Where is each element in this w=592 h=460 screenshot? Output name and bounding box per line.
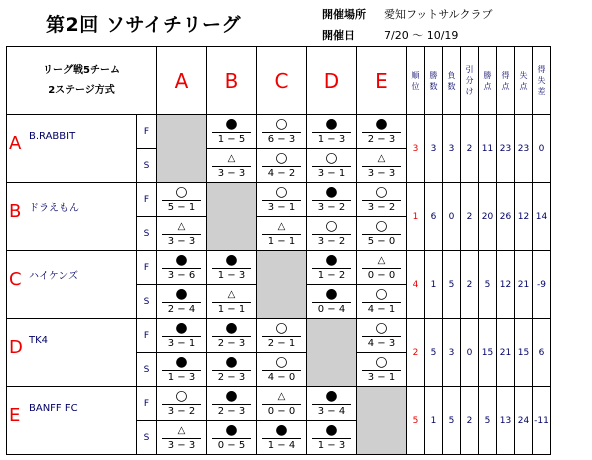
- result-win-icon: ●: [225, 252, 238, 268]
- stage-label: S: [137, 421, 157, 455]
- header-row: [7, 47, 551, 115]
- match-cell: [257, 387, 307, 421]
- date-value: 7/20 〜 10/19: [384, 29, 459, 42]
- match-cell: [307, 285, 357, 319]
- match-cell: [257, 353, 307, 387]
- stat-header: [443, 47, 461, 115]
- stat-points: 20: [479, 183, 497, 251]
- result-win-icon: ●: [225, 116, 238, 132]
- match-score: 1 − 3: [212, 268, 251, 282]
- stat-header-char: 引: [465, 65, 474, 74]
- match-cell: [357, 149, 407, 183]
- self-match-cell: [157, 115, 207, 183]
- result-win-icon: ●: [325, 116, 338, 132]
- stat-header-char: 点: [519, 81, 528, 91]
- stat-draw: 2: [461, 183, 479, 251]
- format-line-2: 2ステージ方式: [48, 84, 115, 96]
- match-score: 2 − 3: [212, 404, 251, 418]
- match-cell: [307, 183, 357, 217]
- result-loss-icon: ○: [175, 184, 188, 200]
- result-draw-icon: △: [227, 289, 236, 300]
- match-cell: [157, 183, 207, 217]
- result-win-icon: ●: [175, 286, 188, 302]
- team-cell: [7, 115, 137, 183]
- stat-header: [407, 47, 425, 115]
- match-score: 4 − 1: [362, 302, 401, 316]
- page-title: 第2回 ソサイチリーグ: [46, 14, 242, 36]
- match-score: 3 − 1: [262, 200, 301, 214]
- team-letter: D: [9, 337, 23, 358]
- match-cell: [207, 353, 257, 387]
- match-score: 5 − 0: [362, 234, 401, 248]
- match-cell: [357, 251, 407, 285]
- match-cell: [307, 421, 357, 455]
- stat-points: 5: [479, 251, 497, 319]
- match-score: 0 − 0: [262, 404, 301, 418]
- stage-label: F: [137, 183, 157, 217]
- result-draw-icon: △: [177, 221, 186, 232]
- match-score: 1 − 4: [262, 438, 301, 452]
- match-cell: [357, 183, 407, 217]
- match-cell: [307, 217, 357, 251]
- match-score: 3 − 6: [162, 268, 201, 282]
- match-score: 2 − 3: [212, 370, 251, 384]
- stat-ga: 24: [515, 387, 533, 455]
- result-loss-icon: ○: [325, 218, 338, 234]
- stat-header-char: 失: [537, 76, 546, 85]
- stat-header-char: 勝: [429, 70, 438, 80]
- date-label: 開催日: [322, 29, 355, 42]
- stat-header-char: 数: [447, 81, 456, 91]
- result-win-icon: ●: [275, 422, 288, 438]
- stat-ga: 15: [515, 319, 533, 387]
- result-loss-icon: ○: [275, 150, 288, 166]
- stat-header-char: 得: [537, 65, 546, 74]
- stat-points: 5: [479, 387, 497, 455]
- match-score: 1 − 3: [162, 370, 201, 384]
- stat-draw: 0: [461, 319, 479, 387]
- match-score: 1 − 1: [212, 302, 251, 316]
- stat-gf: 21: [497, 319, 515, 387]
- result-draw-icon: △: [227, 153, 236, 164]
- stat-ga: 12: [515, 183, 533, 251]
- match-score: 3 − 2: [162, 404, 201, 418]
- result-loss-icon: ○: [275, 184, 288, 200]
- match-score: 2 − 3: [212, 336, 251, 350]
- result-loss-icon: ○: [375, 354, 388, 370]
- match-cell: [307, 251, 357, 285]
- match-score: 2 − 3: [362, 132, 401, 146]
- stat-gd: 14: [533, 183, 551, 251]
- match-score: 3 − 1: [162, 336, 201, 350]
- match-score: 4 − 3: [362, 336, 401, 350]
- stat-rank: 1: [407, 183, 425, 251]
- match-cell: [357, 217, 407, 251]
- result-win-icon: ●: [225, 422, 238, 438]
- match-score: 0 − 0: [362, 268, 401, 282]
- stat-header-char: 位: [411, 81, 420, 91]
- stat-header: [515, 47, 533, 115]
- match-score: 1 − 3: [312, 438, 351, 452]
- match-score: 1 − 3: [312, 132, 351, 146]
- team-row-first: [7, 387, 551, 421]
- result-win-icon: ●: [375, 116, 388, 132]
- stat-header-char: 数: [429, 81, 438, 91]
- team-row-first: [7, 319, 551, 353]
- match-cell: [307, 149, 357, 183]
- match-score: 4 − 2: [262, 166, 301, 180]
- match-cell: [357, 319, 407, 353]
- column-header-a: A: [157, 47, 207, 115]
- self-match-cell: [207, 183, 257, 251]
- match-score: 3 − 1: [312, 166, 351, 180]
- stat-header: [533, 47, 551, 115]
- team-row-first: [7, 115, 551, 149]
- result-draw-icon: △: [277, 391, 286, 402]
- match-cell: [157, 217, 207, 251]
- result-draw-icon: △: [377, 153, 386, 164]
- match-score: 3 − 3: [162, 438, 201, 452]
- stat-gd: -11: [533, 387, 551, 455]
- stat-header: [479, 47, 497, 115]
- match-cell: [357, 353, 407, 387]
- match-cell: [257, 149, 307, 183]
- stat-gf: 23: [497, 115, 515, 183]
- stat-gd: 6: [533, 319, 551, 387]
- league-format-header: [7, 47, 157, 115]
- match-cell: [207, 387, 257, 421]
- stat-win: 5: [425, 319, 443, 387]
- result-win-icon: ●: [225, 388, 238, 404]
- match-score: 0 − 5: [212, 438, 251, 452]
- match-score: 1 − 2: [312, 268, 351, 282]
- stat-header-char: 勝: [483, 70, 492, 80]
- stat-draw: 2: [461, 115, 479, 183]
- stat-win: 1: [425, 251, 443, 319]
- result-win-icon: ●: [175, 354, 188, 370]
- match-cell: [307, 115, 357, 149]
- stat-gd: 0: [533, 115, 551, 183]
- match-score: 4 − 0: [262, 370, 301, 384]
- team-row-first: [7, 251, 551, 285]
- match-score: 1 − 5: [212, 132, 251, 146]
- stat-loss: 0: [443, 183, 461, 251]
- match-cell: [157, 285, 207, 319]
- stat-points: 11: [479, 115, 497, 183]
- match-score: 3 − 3: [162, 234, 201, 248]
- self-match-cell: [307, 319, 357, 387]
- stat-gf: 12: [497, 251, 515, 319]
- team-letter: A: [9, 133, 22, 154]
- stat-win: 3: [425, 115, 443, 183]
- match-score: 2 − 1: [262, 336, 301, 350]
- stat-header-char: 負: [447, 70, 456, 80]
- match-score: 3 − 3: [362, 166, 401, 180]
- match-score: 5 − 1: [162, 200, 201, 214]
- match-cell: [257, 421, 307, 455]
- result-loss-icon: ○: [275, 116, 288, 132]
- result-win-icon: ●: [325, 184, 338, 200]
- team-letter: B: [9, 201, 22, 222]
- result-loss-icon: ○: [175, 388, 188, 404]
- team-name: TK4: [29, 335, 49, 346]
- result-win-icon: ●: [325, 422, 338, 438]
- match-cell: [207, 319, 257, 353]
- venue-info: [322, 6, 492, 22]
- result-draw-icon: △: [277, 221, 286, 232]
- match-cell: [307, 387, 357, 421]
- result-win-icon: ●: [175, 252, 188, 268]
- stat-points: 15: [479, 319, 497, 387]
- result-loss-icon: ○: [375, 320, 388, 336]
- stat-gf: 13: [497, 387, 515, 455]
- league-table: [6, 46, 551, 455]
- stat-gd: -9: [533, 251, 551, 319]
- match-cell: [357, 285, 407, 319]
- stat-rank: 3: [407, 115, 425, 183]
- stage-label: F: [137, 387, 157, 421]
- column-header-b: B: [207, 47, 257, 115]
- stat-header-char: 差: [537, 87, 546, 96]
- stat-ga: 21: [515, 251, 533, 319]
- match-cell: [207, 285, 257, 319]
- stat-loss: 5: [443, 251, 461, 319]
- team-letter: E: [9, 405, 21, 426]
- stat-header-char: 失: [519, 70, 528, 80]
- format-line-1: リーグ戦5チーム: [43, 64, 120, 76]
- stat-header: [461, 47, 479, 115]
- self-match-cell: [357, 387, 407, 455]
- team-cell: [7, 319, 137, 387]
- match-cell: [257, 319, 307, 353]
- match-score: 3 − 2: [312, 200, 351, 214]
- stat-draw: 2: [461, 387, 479, 455]
- result-loss-icon: ○: [275, 354, 288, 370]
- stat-header-char: 点: [483, 81, 492, 91]
- match-cell: [257, 217, 307, 251]
- result-draw-icon: △: [377, 255, 386, 266]
- team-cell: [7, 183, 137, 251]
- match-score: 3 − 3: [212, 166, 251, 180]
- match-score: 2 − 4: [162, 302, 201, 316]
- result-win-icon: ●: [325, 286, 338, 302]
- stat-header: [497, 47, 515, 115]
- match-cell: [157, 319, 207, 353]
- match-cell: [207, 149, 257, 183]
- team-cell: [7, 251, 137, 319]
- stat-loss: 3: [443, 319, 461, 387]
- stat-win: 1: [425, 387, 443, 455]
- match-cell: [157, 251, 207, 285]
- column-header-e: E: [357, 47, 407, 115]
- match-cell: [357, 115, 407, 149]
- result-loss-icon: ○: [275, 320, 288, 336]
- stat-loss: 5: [443, 387, 461, 455]
- stage-label: S: [137, 149, 157, 183]
- match-cell: [157, 353, 207, 387]
- result-win-icon: ●: [225, 354, 238, 370]
- result-win-icon: ●: [325, 388, 338, 404]
- date-info: [322, 27, 458, 43]
- match-cell: [207, 115, 257, 149]
- stat-rank: 5: [407, 387, 425, 455]
- team-name: ハイケンズ: [29, 271, 78, 282]
- result-loss-icon: ○: [375, 218, 388, 234]
- stat-win: 6: [425, 183, 443, 251]
- match-score: 6 − 3: [262, 132, 301, 146]
- venue-label: 開催場所: [322, 8, 366, 21]
- result-draw-icon: △: [177, 425, 186, 436]
- stat-ga: 23: [515, 115, 533, 183]
- stat-header-char: 得: [501, 70, 510, 80]
- match-score: 3 − 1: [362, 370, 401, 384]
- match-cell: [157, 421, 207, 455]
- match-cell: [257, 183, 307, 217]
- match-cell: [207, 421, 257, 455]
- stage-label: S: [137, 353, 157, 387]
- stat-header-char: 順: [411, 70, 420, 80]
- stat-rank: 2: [407, 319, 425, 387]
- team-cell: [7, 387, 137, 455]
- result-win-icon: ●: [225, 320, 238, 336]
- result-loss-icon: ○: [375, 184, 388, 200]
- result-loss-icon: ○: [375, 286, 388, 302]
- match-score: 1 − 1: [262, 234, 301, 248]
- match-cell: [257, 115, 307, 149]
- match-score: 0 − 4: [312, 302, 351, 316]
- stat-header-char: 分: [465, 76, 474, 85]
- stage-label: F: [137, 319, 157, 353]
- stat-header: [425, 47, 443, 115]
- column-header-c: C: [257, 47, 307, 115]
- match-score: 3 − 2: [312, 234, 351, 248]
- venue-value: 愛知フットサルクラブ: [384, 8, 493, 21]
- stat-draw: 2: [461, 251, 479, 319]
- match-score: 3 − 2: [362, 200, 401, 214]
- stage-label: S: [137, 217, 157, 251]
- team-letter: C: [9, 269, 22, 290]
- match-cell: [157, 387, 207, 421]
- stat-header-char: 点: [501, 81, 510, 91]
- stat-gf: 26: [497, 183, 515, 251]
- result-loss-icon: ○: [325, 150, 338, 166]
- stage-label: F: [137, 115, 157, 149]
- stat-loss: 3: [443, 115, 461, 183]
- stage-label: S: [137, 285, 157, 319]
- self-match-cell: [257, 251, 307, 319]
- result-win-icon: ●: [325, 252, 338, 268]
- stage-label: F: [137, 251, 157, 285]
- match-score: 3 − 4: [312, 404, 351, 418]
- team-name: ドラえもん: [29, 203, 79, 214]
- column-header-d: D: [307, 47, 357, 115]
- result-win-icon: ●: [175, 320, 188, 336]
- team-row-first: [7, 183, 551, 217]
- stat-header-char: け: [465, 87, 474, 96]
- match-cell: [207, 251, 257, 285]
- stat-rank: 4: [407, 251, 425, 319]
- team-name: B.RABBIT: [29, 131, 76, 142]
- team-name: BANFF FC: [29, 403, 78, 414]
